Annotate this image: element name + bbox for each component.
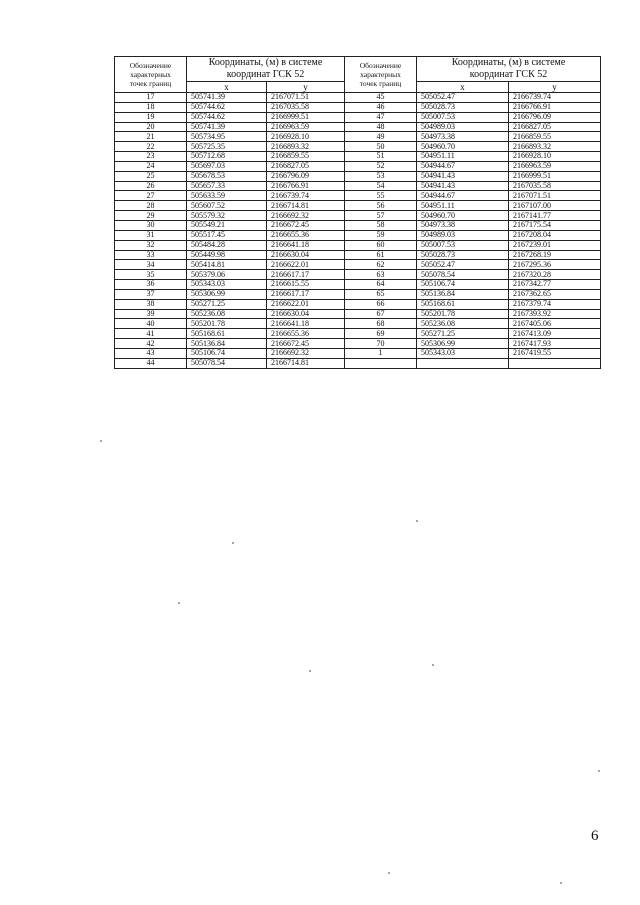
y-coordinate-cell: 2167035.58 [267, 102, 345, 112]
coords-header-left-line1: Координаты, (м) в системе [208, 57, 323, 68]
point-id-cell: 50 [345, 142, 417, 152]
x-coordinate-cell: 505106.74 [187, 348, 267, 358]
point-id-cell: 17 [115, 93, 187, 103]
point-id-cell: 42 [115, 339, 187, 349]
y-coordinate-cell: 2167393.92 [509, 309, 601, 319]
table-row [115, 122, 601, 132]
point-id-cell: 56 [345, 201, 417, 211]
point-id-cell: 59 [345, 230, 417, 240]
point-id-cell: 70 [345, 339, 417, 349]
y-coordinate-cell: 2167362.65 [509, 289, 601, 299]
point-id-cell: 58 [345, 220, 417, 230]
y-coordinate-cell: 2167320.28 [509, 270, 601, 280]
x-coordinate-cell: 504944.67 [417, 161, 509, 171]
y-coordinate-cell: 2167379.74 [509, 299, 601, 309]
table-row [115, 319, 601, 329]
point-id-cell: 67 [345, 309, 417, 319]
point-id-cell: 26 [115, 181, 187, 191]
table-row [115, 348, 601, 358]
x-coordinate-cell: 504989.03 [417, 122, 509, 132]
y-coordinate-cell: 2167071.51 [267, 93, 345, 103]
y-coordinate-cell: 2167405.06 [509, 319, 601, 329]
coordinates-table [114, 56, 601, 369]
y-coordinate-cell: 2166796.09 [509, 112, 601, 122]
x-coordinate-cell: 505379.06 [187, 270, 267, 280]
scan-speck [598, 770, 600, 772]
x-coordinate-cell: 504944.67 [417, 191, 509, 201]
y-coordinate-cell: 2167342.77 [509, 280, 601, 290]
point-id-cell: 28 [115, 201, 187, 211]
point-id-cell: 32 [115, 240, 187, 250]
x-coordinate-cell: 505271.25 [417, 329, 509, 339]
x-coordinate-cell: 505725.35 [187, 142, 267, 152]
point-id-cell: 37 [115, 289, 187, 299]
x-coordinate-cell: 504960.70 [417, 211, 509, 221]
table-row [115, 191, 601, 201]
table-row [115, 270, 601, 280]
y-coordinate-cell: 2167419.55 [509, 348, 601, 358]
x-coordinate-cell: 505136.84 [187, 339, 267, 349]
table-row [115, 240, 601, 250]
table-row [115, 201, 601, 211]
y-coordinate-cell: 2166796.09 [267, 171, 345, 181]
point-id-cell: 69 [345, 329, 417, 339]
y-coordinate-cell: 2167295.36 [509, 260, 601, 270]
y-coordinate-cell: 2167141.77 [509, 211, 601, 221]
point-id-cell: 64 [345, 280, 417, 290]
y-coordinate-cell: 2166692.32 [267, 211, 345, 221]
point-header-right-line2: характерных [360, 70, 401, 79]
x-coordinate-cell: 504960.70 [417, 142, 509, 152]
point-header-left-line2: характерных [130, 70, 171, 79]
point-id-cell: 35 [115, 270, 187, 280]
point-header-right-line3: точек границ [359, 79, 402, 88]
point-id-cell: 55 [345, 191, 417, 201]
y-coordinate-cell: 2166859.55 [267, 152, 345, 162]
y-coordinate-cell: 2166617.17 [267, 270, 345, 280]
y-coordinate-cell: 2166617.17 [267, 289, 345, 299]
point-id-cell: 40 [115, 319, 187, 329]
y-coordinate-cell: 2166827.05 [509, 122, 601, 132]
x-coordinate-cell: 504951.11 [417, 152, 509, 162]
table-row [115, 211, 601, 221]
scan-speck [416, 520, 418, 522]
x-coordinate-cell: 504989.03 [417, 230, 509, 240]
x-coordinate-cell: 505343.03 [417, 348, 509, 358]
x-coordinate-cell: 505449.98 [187, 250, 267, 260]
point-id-cell: 66 [345, 299, 417, 309]
table-row [115, 339, 601, 349]
y-coordinate-cell: 2166641.18 [267, 240, 345, 250]
x-coordinate-cell: 505741.39 [187, 122, 267, 132]
point-id-cell: 22 [115, 142, 187, 152]
x-coordinate-cell: 505712.68 [187, 152, 267, 162]
x-coordinate-cell: 505607.52 [187, 201, 267, 211]
table-row [115, 329, 601, 339]
y-coordinate-cell: 2166739.74 [509, 93, 601, 103]
x-coordinate-cell: 505741.39 [187, 93, 267, 103]
x-coordinate-cell: 505007.53 [417, 112, 509, 122]
point-id-cell: 44 [115, 358, 187, 368]
x-coordinate-cell: 505549.21 [187, 220, 267, 230]
y-coordinate-cell: 2166999.51 [267, 112, 345, 122]
point-id-cell: 62 [345, 260, 417, 270]
point-id-cell: 45 [345, 93, 417, 103]
y-coordinate-cell: 2166766.91 [267, 181, 345, 191]
point-id-cell: 34 [115, 260, 187, 270]
x-coordinate-cell: 505678.53 [187, 171, 267, 181]
x-header-left: x [187, 82, 267, 93]
point-id-cell: 46 [345, 102, 417, 112]
point-id-cell: 61 [345, 250, 417, 260]
y-coordinate-cell: 2166672.45 [267, 339, 345, 349]
point-id-cell: 33 [115, 250, 187, 260]
page-number: 6 [591, 828, 599, 844]
x-coordinate-cell: 505744.62 [187, 112, 267, 122]
scan-speck [560, 882, 562, 884]
table-row [115, 181, 601, 191]
coords-header-right-line1: Координаты, (м) в системе [451, 57, 566, 68]
x-coordinate-cell: 505484.28 [187, 240, 267, 250]
x-coordinate-cell: 505734.95 [187, 132, 267, 142]
y-coordinate-cell: 2166692.32 [267, 348, 345, 358]
x-coordinate-cell: 504973.38 [417, 132, 509, 142]
point-id-cell: 48 [345, 122, 417, 132]
x-coordinate-cell: 505744.62 [187, 102, 267, 112]
table-row [115, 299, 601, 309]
y-coordinate-cell: 2167107.00 [509, 201, 601, 211]
point-id-cell: 1 [345, 348, 417, 358]
x-coordinate-cell: 505028.73 [417, 102, 509, 112]
x-coordinate-cell: 505343.03 [187, 280, 267, 290]
scan-speck [309, 670, 311, 672]
point-id-cell: 27 [115, 191, 187, 201]
point-id-cell: 49 [345, 132, 417, 142]
coords-header-left [187, 57, 345, 82]
table-row [115, 250, 601, 260]
point-id-cell: 60 [345, 240, 417, 250]
x-coordinate-cell: 505657.33 [187, 181, 267, 191]
y-coordinate-cell: 2166739.74 [267, 191, 345, 201]
scan-speck [178, 602, 180, 604]
point-header-right-line1: Обозначение [359, 61, 402, 70]
x-coordinate-cell: 505078.54 [187, 358, 267, 368]
table-row [115, 152, 601, 162]
point-header-left [115, 57, 187, 93]
x-coordinate-cell: 504973.38 [417, 220, 509, 230]
table-row [115, 132, 601, 142]
y-header-left: y [267, 82, 345, 93]
point-id-cell: 29 [115, 211, 187, 221]
x-coordinate-cell: 505168.61 [417, 299, 509, 309]
y-coordinate-cell: 2166622.01 [267, 299, 345, 309]
x-coordinate-cell: 504951.11 [417, 201, 509, 211]
x-coordinate-cell: 505106.74 [417, 280, 509, 290]
scan-speck [388, 872, 390, 874]
x-coordinate-cell: 505201.78 [417, 309, 509, 319]
point-id-cell: 54 [345, 181, 417, 191]
table-row [115, 220, 601, 230]
x-coordinate-cell: 505414.81 [187, 260, 267, 270]
point-id-cell: 68 [345, 319, 417, 329]
y-coordinate-cell: 2167417.93 [509, 339, 601, 349]
table-row [115, 112, 601, 122]
y-coordinate-cell: 2166928.10 [267, 132, 345, 142]
point-id-cell: 38 [115, 299, 187, 309]
x-coordinate-cell: 505306.99 [417, 339, 509, 349]
y-coordinate-cell: 2166630.04 [267, 309, 345, 319]
x-coordinate-cell: 505697.03 [187, 161, 267, 171]
point-id-cell: 51 [345, 152, 417, 162]
y-header-right: y [509, 82, 601, 93]
table-row [115, 171, 601, 181]
table-row [115, 142, 601, 152]
y-coordinate-cell: 2166630.04 [267, 250, 345, 260]
point-id-cell: 63 [345, 270, 417, 280]
x-coordinate-cell: 505078.54 [417, 270, 509, 280]
point-id-cell: 41 [115, 329, 187, 339]
point-id-cell: 20 [115, 122, 187, 132]
point-id-cell: 43 [115, 348, 187, 358]
x-coordinate-cell: 505236.08 [187, 309, 267, 319]
table-row [115, 260, 601, 270]
x-coordinate-cell: 505052.47 [417, 260, 509, 270]
table-row [115, 358, 601, 368]
y-coordinate-cell: 2167268.19 [509, 250, 601, 260]
point-id-cell: 53 [345, 171, 417, 181]
y-coordinate-cell: 2166963.59 [509, 161, 601, 171]
table-row [115, 309, 601, 319]
y-coordinate-cell: 2166641.18 [267, 319, 345, 329]
point-id-cell: 18 [115, 102, 187, 112]
x-coordinate-cell: 504941.43 [417, 171, 509, 181]
point-id-cell: 36 [115, 280, 187, 290]
y-coordinate-cell: 2166766.91 [509, 102, 601, 112]
point-id-cell: 25 [115, 171, 187, 181]
table-row [115, 230, 601, 240]
y-coordinate-cell: 2167413.09 [509, 329, 601, 339]
y-coordinate-cell: 2166655.36 [267, 230, 345, 240]
x-coordinate-cell: 505052.47 [417, 93, 509, 103]
x-coordinate-cell: 505236.08 [417, 319, 509, 329]
empty-cell [417, 358, 509, 368]
point-id-cell: 39 [115, 309, 187, 319]
point-id-cell: 23 [115, 152, 187, 162]
point-id-cell: 19 [115, 112, 187, 122]
x-coordinate-cell: 505306.99 [187, 289, 267, 299]
y-coordinate-cell: 2166655.36 [267, 329, 345, 339]
point-id-cell: 30 [115, 220, 187, 230]
x-coordinate-cell: 505136.84 [417, 289, 509, 299]
y-coordinate-cell: 2166963.59 [267, 122, 345, 132]
empty-cell [345, 358, 417, 368]
point-id-cell: 57 [345, 211, 417, 221]
y-coordinate-cell: 2166672.45 [267, 220, 345, 230]
scan-speck [232, 542, 234, 544]
y-coordinate-cell: 2167175.54 [509, 220, 601, 230]
y-coordinate-cell: 2167208.04 [509, 230, 601, 240]
y-coordinate-cell: 2167239.01 [509, 240, 601, 250]
x-coordinate-cell: 505201.78 [187, 319, 267, 329]
coords-header-left-line2: координат ГСК 52 [226, 69, 305, 80]
y-coordinate-cell: 2166859.55 [509, 132, 601, 142]
y-coordinate-cell: 2166893.32 [509, 142, 601, 152]
x-header-right: x [417, 82, 509, 93]
coords-header-right-line2: координат ГСК 52 [469, 69, 548, 80]
y-coordinate-cell: 2167071.51 [509, 191, 601, 201]
point-id-cell: 47 [345, 112, 417, 122]
point-id-cell: 21 [115, 132, 187, 142]
coords-header-right [417, 57, 601, 82]
y-coordinate-cell: 2166893.32 [267, 142, 345, 152]
x-coordinate-cell: 505271.25 [187, 299, 267, 309]
x-coordinate-cell: 505168.61 [187, 329, 267, 339]
x-coordinate-cell: 505028.73 [417, 250, 509, 260]
x-coordinate-cell: 505517.45 [187, 230, 267, 240]
coordinates-table-body [115, 93, 601, 369]
scan-speck [100, 440, 102, 442]
y-coordinate-cell: 2166615.55 [267, 280, 345, 290]
point-id-cell: 52 [345, 161, 417, 171]
table-row [115, 93, 601, 103]
x-coordinate-cell: 505579.32 [187, 211, 267, 221]
empty-cell [509, 358, 601, 368]
scan-speck [432, 664, 434, 666]
table-row [115, 280, 601, 290]
y-coordinate-cell: 2166827.05 [267, 161, 345, 171]
x-coordinate-cell: 505007.53 [417, 240, 509, 250]
y-coordinate-cell: 2166714.81 [267, 201, 345, 211]
point-id-cell: 31 [115, 230, 187, 240]
x-coordinate-cell: 504941.43 [417, 181, 509, 191]
table-row [115, 161, 601, 171]
point-header-right [345, 57, 417, 93]
table-row [115, 289, 601, 299]
point-header-left-line3: точек границ [129, 79, 172, 88]
x-coordinate-cell: 505633.59 [187, 191, 267, 201]
y-coordinate-cell: 2166928.10 [509, 152, 601, 162]
table-row [115, 102, 601, 112]
point-id-cell: 65 [345, 289, 417, 299]
y-coordinate-cell: 2167035.58 [509, 181, 601, 191]
point-id-cell: 24 [115, 161, 187, 171]
y-coordinate-cell: 2166714.81 [267, 358, 345, 368]
y-coordinate-cell: 2166622.01 [267, 260, 345, 270]
y-coordinate-cell: 2166999.51 [509, 171, 601, 181]
point-header-left-line1: Обозначение [129, 61, 172, 70]
